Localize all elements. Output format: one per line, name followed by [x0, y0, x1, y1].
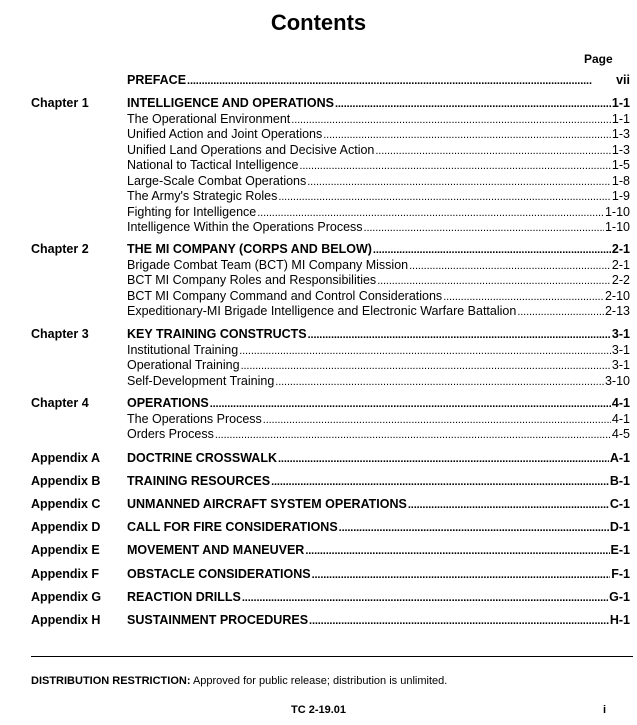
toc-entry-title: KEY TRAINING CONSTRUCTS	[127, 327, 307, 341]
toc-entry-title: Fighting for Intelligence	[127, 204, 257, 219]
toc-entry-page: 2-13	[604, 304, 630, 318]
toc-entry-page: A-1	[609, 451, 630, 465]
toc-entry-title: The Operational Environment	[127, 111, 291, 126]
toc-entry-page: C-1	[609, 497, 630, 511]
toc-entry[interactable]	[127, 205, 630, 220]
toc-entry-page: 3-10	[604, 373, 630, 388]
distribution-label: DISTRIBUTION RESTRICTION:	[31, 675, 191, 687]
toc-entry-title: The Operations Process	[127, 411, 262, 426]
leader-dots	[263, 413, 611, 428]
toc-entry[interactable]	[127, 327, 630, 342]
toc-entry-page: 1-3	[611, 127, 630, 141]
toc-entry-page: vii	[616, 73, 630, 87]
toc-entry-title: National to Tactical Intelligence	[127, 158, 299, 172]
section-label: Appendix E	[31, 543, 100, 557]
toc-entry-title: Brigade Combat Team (BCT) MI Company Mission	[127, 257, 409, 272]
leader-dots	[335, 97, 611, 112]
page-number: i	[603, 704, 607, 716]
toc-entry[interactable]	[127, 189, 630, 204]
section-label: Appendix C	[31, 497, 101, 511]
leader-dots	[210, 397, 611, 412]
toc-entry-page: F-1	[611, 567, 630, 581]
toc-entry-page: 3-1	[611, 342, 630, 357]
toc-entry-title: Unified Land Operations and Decisive Action	[127, 142, 375, 157]
toc-entry-title: Large-Scale Combat Operations	[127, 173, 307, 188]
toc-entry[interactable]	[127, 343, 630, 358]
toc-entry-preface[interactable]	[127, 73, 630, 88]
toc-entry-page: 4-1	[611, 396, 630, 410]
toc-entry-title: TRAINING RESOURCES	[127, 474, 271, 488]
toc-entry-page: 1-3	[611, 142, 630, 157]
section-label: Chapter 4	[31, 396, 89, 410]
leader-dots	[364, 221, 604, 236]
toc-entry-page: H-1	[609, 613, 630, 627]
toc-entry[interactable]	[127, 258, 630, 273]
leader-dots	[373, 243, 611, 258]
toc-entry[interactable]	[127, 220, 630, 235]
toc-entry-page: G-1	[609, 590, 630, 604]
toc-entry-page: 2-2	[611, 273, 630, 287]
toc-entry[interactable]	[127, 412, 630, 427]
toc-entry-title: Institutional Training	[127, 342, 239, 357]
toc-entry-page: 1-1	[611, 96, 630, 110]
toc-entry-title: OBSTACLE CONSIDERATIONS	[127, 567, 311, 581]
toc-entry-title: PREFACE	[127, 73, 187, 87]
leader-dots	[339, 521, 609, 536]
toc-entry-title: Orders Process	[127, 427, 214, 441]
toc-entry-title: BCT MI Company Command and Control Considerations	[127, 288, 443, 303]
toc-entry[interactable]	[127, 520, 630, 535]
leader-dots	[271, 475, 609, 490]
section-label: Appendix A	[31, 451, 100, 465]
toc-entry-title: Unified Action and Joint Operations	[127, 127, 323, 141]
section-label: Appendix B	[31, 474, 101, 488]
section-label: Appendix G	[31, 590, 102, 604]
leader-dots	[299, 159, 611, 174]
leader-dots	[323, 128, 611, 143]
toc-entry-page: 1-5	[611, 158, 630, 172]
toc-entry[interactable]	[127, 304, 630, 319]
toc-entry[interactable]	[127, 474, 630, 489]
toc-entry-title: THE MI COMPANY (CORPS AND BELOW)	[127, 242, 372, 256]
leader-dots	[242, 591, 608, 606]
toc-entry-title: UNMANNED AIRCRAFT SYSTEM OPERATIONS	[127, 497, 407, 511]
leader-dots	[291, 113, 611, 128]
leader-dots	[309, 614, 609, 629]
toc-entry-page: 1-10	[604, 220, 630, 234]
leader-dots	[517, 305, 604, 320]
toc-entry[interactable]	[127, 273, 630, 288]
toc-entry-title: DOCTRINE CROSSWALK	[127, 451, 277, 465]
toc-entry[interactable]	[127, 127, 630, 142]
toc-entry[interactable]	[127, 242, 630, 257]
section-label: Appendix H	[31, 613, 101, 627]
page-column-header: Page	[584, 52, 613, 66]
toc-entry[interactable]	[127, 112, 630, 127]
document-id: TC 2-19.01	[290, 704, 347, 716]
toc-entry-title: Intelligence Within the Operations Process	[127, 220, 363, 234]
toc-entry[interactable]	[127, 590, 630, 605]
leader-dots	[241, 359, 611, 374]
toc-entry-page: 4-5	[611, 427, 630, 441]
toc-entry-page: E-1	[610, 543, 630, 557]
toc-entry[interactable]	[127, 497, 630, 512]
section-label: Chapter 1	[31, 96, 89, 110]
toc-entry-page: 1-10	[604, 204, 630, 219]
toc-entry-title: BCT MI Company Roles and Responsibilities	[127, 273, 377, 287]
toc-entry[interactable]	[127, 543, 630, 558]
leader-dots	[308, 328, 611, 343]
toc-entry-title: MOVEMENT AND MANEUVER	[127, 543, 305, 557]
toc-entry[interactable]	[127, 96, 630, 111]
toc-entry[interactable]	[127, 613, 630, 628]
toc-entry-page: 1-8	[611, 173, 630, 188]
divider	[31, 656, 633, 657]
toc-entry-page: B-1	[609, 474, 630, 488]
toc-entry-title: Operational Training	[127, 358, 240, 372]
leader-dots	[187, 74, 615, 89]
toc-entry[interactable]	[127, 374, 630, 389]
section-label: Appendix D	[31, 520, 101, 534]
toc-entry-page: 2-1	[611, 257, 630, 272]
toc-entry-title: Expeditionary-MI Brigade Intelligence and Electronic Warfare Battalion	[127, 304, 517, 318]
distribution-text: Approved for public release; distribution is unlimited.	[190, 675, 448, 687]
toc-entry-page: D-1	[609, 520, 630, 534]
toc-entry-title: INTELLIGENCE AND OPERATIONS	[127, 96, 334, 110]
distribution-restriction	[31, 675, 447, 687]
toc-entry[interactable]	[127, 567, 630, 582]
leader-dots	[239, 344, 611, 359]
page-title: Contents	[270, 10, 367, 35]
leader-dots	[257, 206, 604, 221]
leader-dots	[215, 428, 611, 443]
leader-dots	[408, 498, 609, 513]
leader-dots	[377, 274, 611, 289]
toc-entry[interactable]	[127, 174, 630, 189]
toc-entry-title: The Army's Strategic Roles	[127, 189, 278, 203]
leader-dots	[409, 259, 611, 274]
toc-entry-page: 3-1	[611, 327, 630, 341]
toc-entry[interactable]	[127, 427, 630, 442]
toc-entry-title: OPERATIONS	[127, 396, 209, 410]
toc-entry-page: 2-10	[604, 288, 630, 303]
toc-entry-title: SUSTAINMENT PROCEDURES	[127, 613, 309, 627]
section-label: Chapter 2	[31, 242, 89, 256]
leader-dots	[275, 375, 604, 390]
toc-entry-page: 4-1	[611, 411, 630, 426]
toc-entry[interactable]	[127, 143, 630, 158]
leader-dots	[443, 290, 604, 305]
toc-entry[interactable]	[127, 158, 630, 173]
toc-entry[interactable]	[127, 396, 630, 411]
toc-entry-page: 1-1	[611, 111, 630, 126]
toc-entry-title: REACTION DRILLS	[127, 590, 241, 604]
toc-entry-page: 3-1	[611, 358, 630, 372]
toc-entry[interactable]	[127, 289, 630, 304]
leader-dots	[278, 452, 609, 467]
leader-dots	[312, 568, 611, 583]
toc-entry[interactable]	[127, 451, 630, 466]
toc-entry[interactable]	[127, 358, 630, 373]
section-label: Chapter 3	[31, 327, 89, 341]
leader-dots	[375, 144, 611, 159]
toc-entry-page: 1-9	[611, 189, 630, 203]
section-label: Appendix F	[31, 567, 100, 581]
toc-entry-title: CALL FOR FIRE CONSIDERATIONS	[127, 520, 338, 534]
leader-dots	[278, 190, 611, 205]
leader-dots	[307, 175, 611, 190]
leader-dots	[305, 544, 609, 559]
toc-entry-page: 2-1	[611, 242, 630, 256]
toc-entry-title: Self-Development Training	[127, 373, 275, 388]
